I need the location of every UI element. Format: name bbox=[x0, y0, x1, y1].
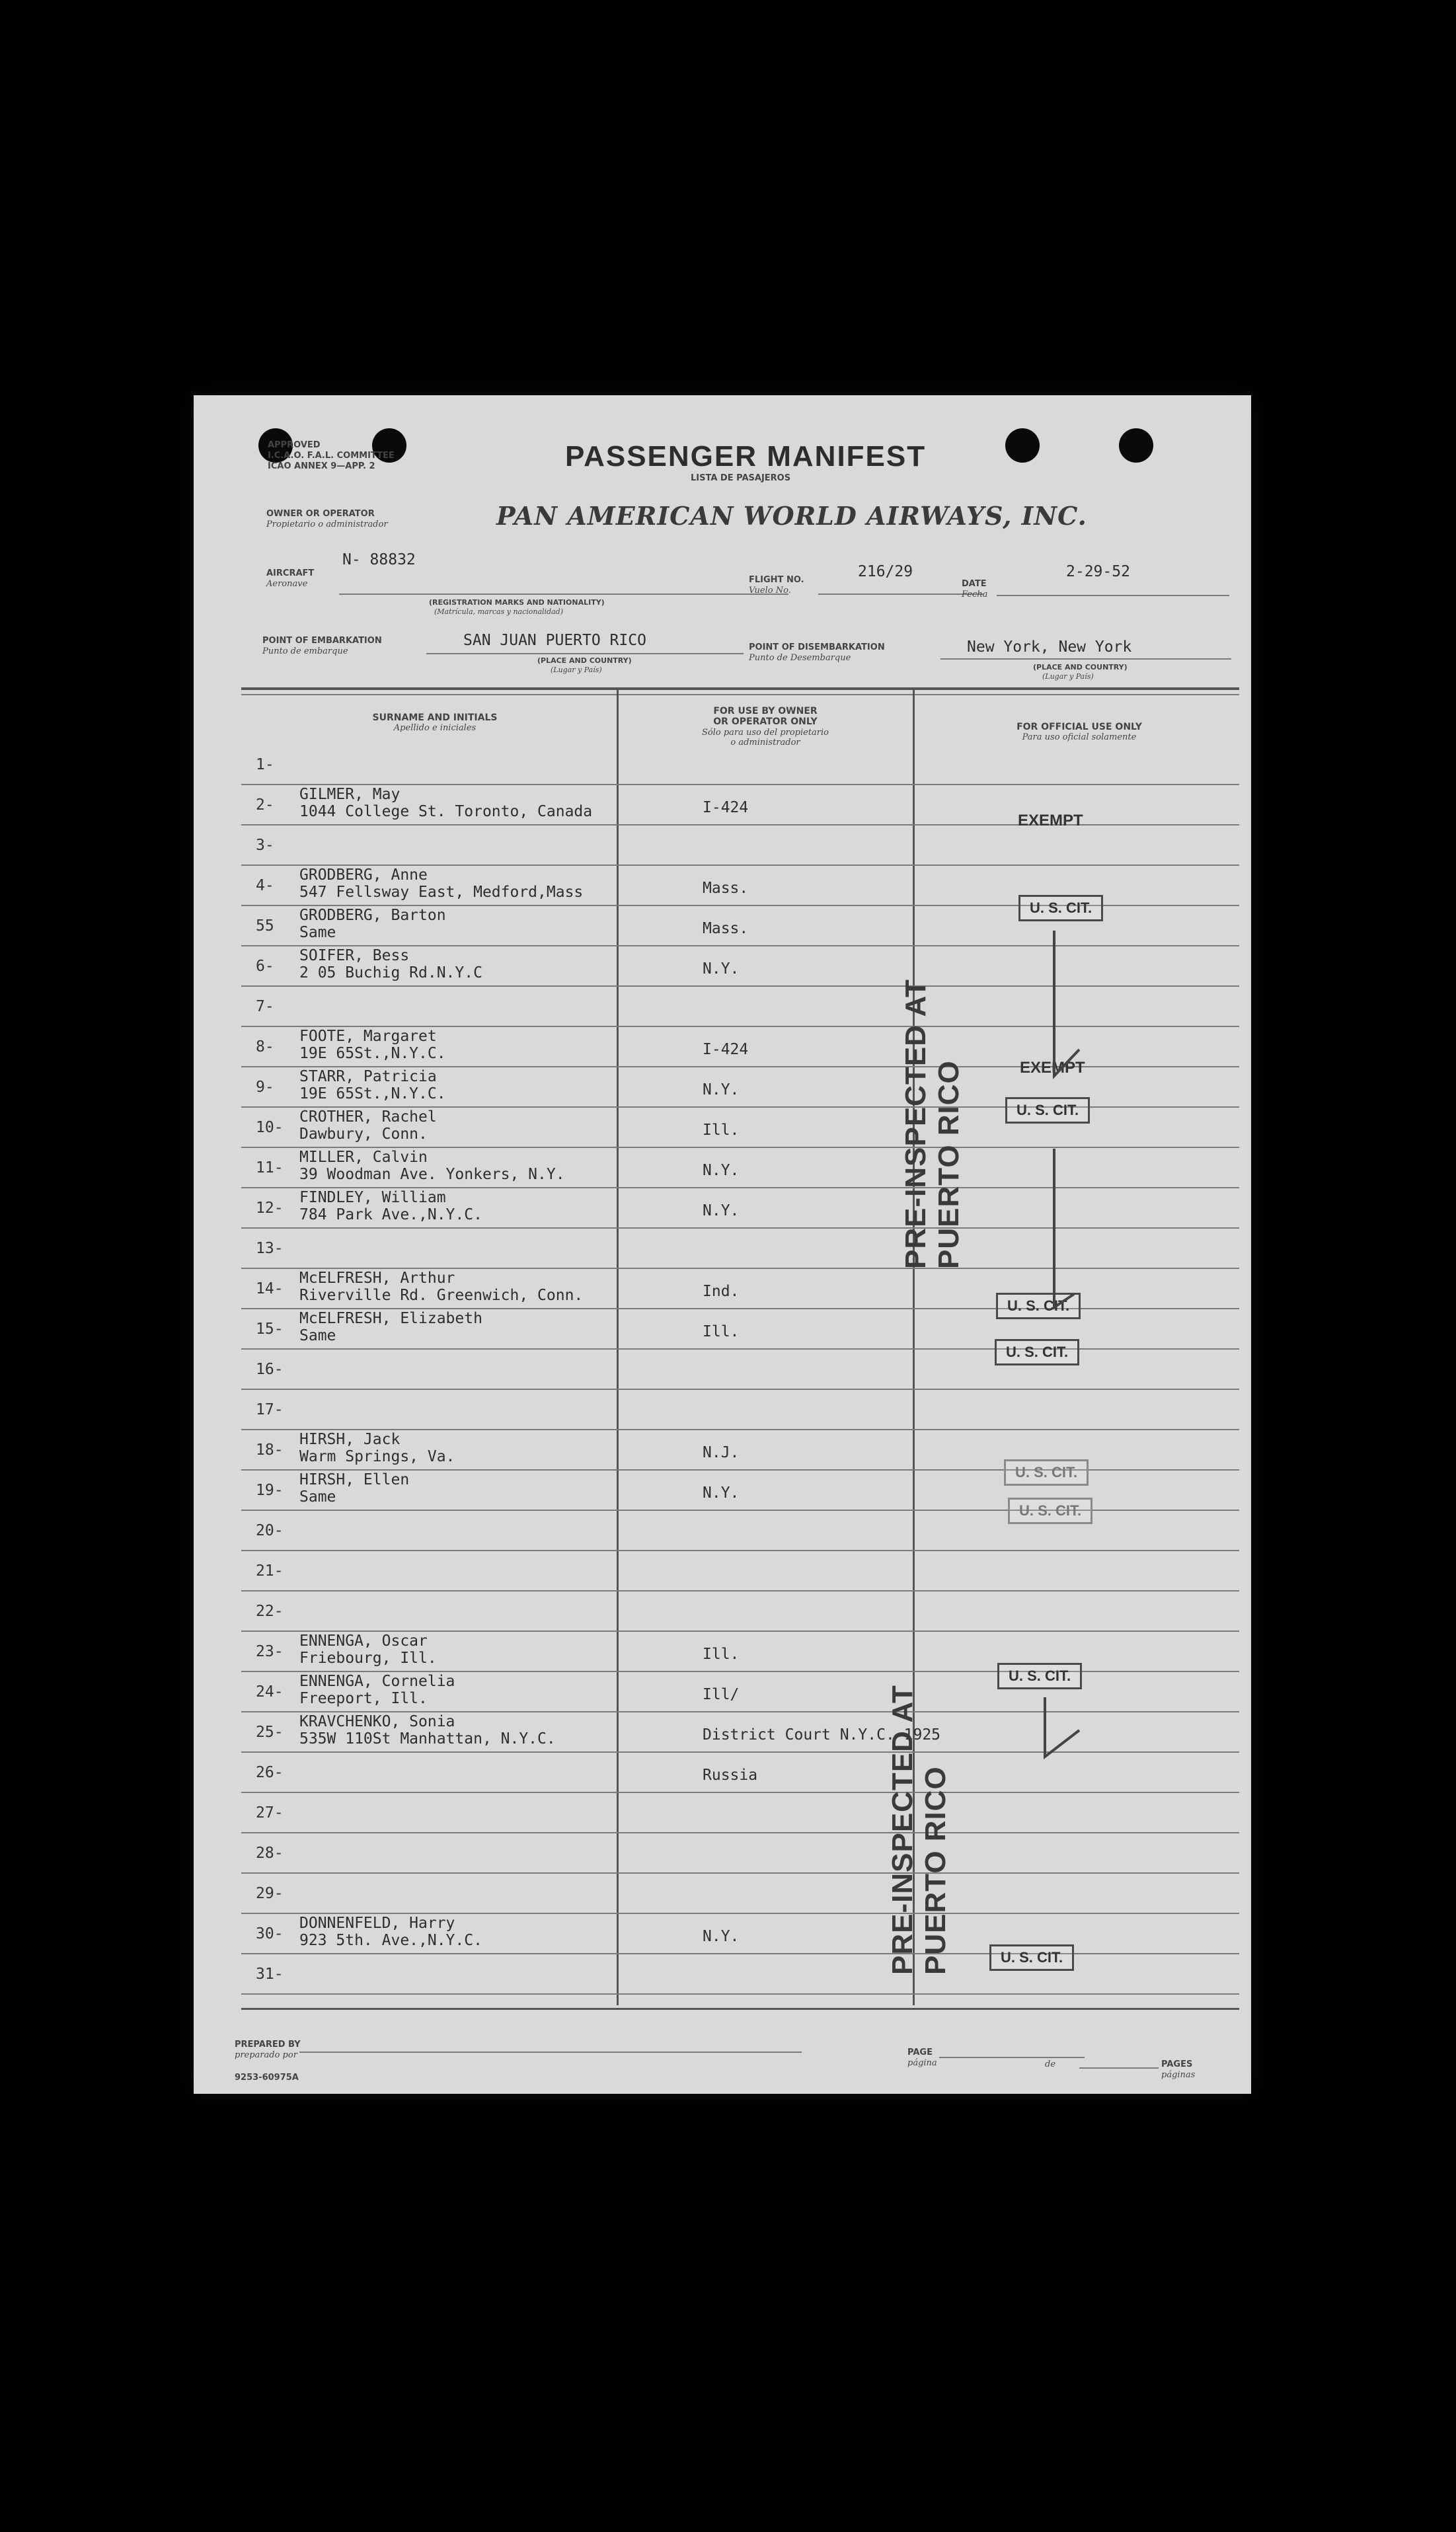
row-number: 10- bbox=[256, 1119, 284, 1136]
passenger-name: ENNENGA, Oscar bbox=[299, 1632, 428, 1650]
row-rule bbox=[241, 1832, 1239, 1833]
date-label-es: Fecha bbox=[962, 590, 988, 599]
row-rule bbox=[241, 1993, 1239, 1995]
flight-label: FLIGHT NO. bbox=[749, 575, 804, 585]
passenger-address: Same bbox=[299, 1488, 336, 1506]
date-label: DATE bbox=[962, 579, 987, 589]
prepared-by-label-es: preparado por bbox=[235, 2050, 297, 2060]
row-number: 24- bbox=[256, 1683, 284, 1701]
column-head-official: FOR OFFICIAL USE ONLY bbox=[1016, 722, 1142, 732]
page-title: PASSENGER MANIFEST bbox=[565, 440, 927, 473]
passenger-address: 1044 College St. Toronto, Canada bbox=[299, 803, 593, 820]
owner-use-value: Ill/ bbox=[703, 1686, 740, 1703]
disembark-place-note: (PLACE AND COUNTRY) bbox=[1033, 663, 1128, 671]
passenger-address: Friebourg, Ill. bbox=[299, 1650, 437, 1667]
table-top-rule-2 bbox=[241, 694, 1239, 695]
embark-place-note-es: (Lugar y País) bbox=[551, 666, 602, 674]
table-top-rule bbox=[241, 687, 1239, 690]
row-number: 30- bbox=[256, 1925, 284, 1942]
column-head-official-es: Para uso oficial solamente bbox=[1022, 732, 1137, 742]
page-line bbox=[939, 2057, 1085, 2058]
row-rule bbox=[241, 1913, 1239, 1914]
row-rule bbox=[241, 1953, 1239, 1954]
registration-note: (REGISTRATION MARKS AND NATIONALITY) bbox=[429, 598, 605, 607]
row-rule bbox=[241, 1872, 1239, 1874]
embark-value: SAN JUAN PUERTO RICO bbox=[463, 632, 646, 649]
embark-place-note: (PLACE AND COUNTRY) bbox=[537, 656, 632, 665]
date-value: 2-29-52 bbox=[1066, 563, 1130, 580]
owner-value: PAN AMERICAN WORLD AIRWAYS, INC. bbox=[496, 501, 1087, 531]
page-label-es: página bbox=[907, 2058, 937, 2068]
owner-use-value: I-424 bbox=[703, 799, 749, 816]
prepared-by-label: PREPARED BY bbox=[235, 2040, 301, 2050]
row-number: 23- bbox=[256, 1643, 284, 1660]
form-number: 9253-60975A bbox=[235, 2073, 299, 2083]
row-number: 13- bbox=[256, 1240, 284, 1257]
pages-line bbox=[1079, 2067, 1159, 2069]
owner-use-value: N.Y. bbox=[703, 1484, 740, 1502]
us-cit-stamp-8: U. S. CIT. bbox=[989, 1944, 1074, 1971]
pages-label-es: páginas bbox=[1161, 2070, 1196, 2080]
disembark-underline bbox=[940, 658, 1231, 660]
column-divider-1 bbox=[617, 690, 619, 2005]
owner-use-value: N.Y. bbox=[703, 1202, 740, 1219]
passenger-address: 784 Park Ave.,N.Y.C. bbox=[299, 1206, 482, 1223]
row-number: 25- bbox=[256, 1724, 284, 1741]
column-head-owner-1: FOR USE BY OWNER bbox=[713, 706, 818, 716]
owner-use-value: N.Y. bbox=[703, 960, 740, 978]
punch-hole-3 bbox=[1005, 428, 1040, 463]
passenger-name: HIRSH, Jack bbox=[299, 1431, 401, 1448]
column-head-owner-es-1: Sólo para uso del propietario bbox=[701, 728, 829, 738]
manifest-page bbox=[194, 395, 1251, 2094]
exempt-stamp-2: EXEMPT bbox=[1020, 1059, 1085, 1077]
us-cit-stamp-7: U. S. CIT. bbox=[997, 1663, 1082, 1689]
punch-hole-4 bbox=[1119, 428, 1153, 463]
owner-use-value: Mass. bbox=[703, 920, 749, 937]
approval-note-2: I.C.A.O. F.A.L. COMMITTEE bbox=[268, 451, 395, 461]
row-number: 27- bbox=[256, 1804, 284, 1822]
owner-use-value: N.J. bbox=[703, 1444, 740, 1461]
page-subtitle: LISTA DE PASAJEROS bbox=[691, 473, 791, 483]
flight-value: 216/29 bbox=[858, 563, 913, 580]
passenger-address: 39 Woodman Ave. Yonkers, N.Y. bbox=[299, 1166, 565, 1183]
de-label: de bbox=[1045, 2059, 1056, 2069]
passenger-name: KRAVCHENKO, Sonia bbox=[299, 1713, 455, 1730]
column-head-owner-es-2: o administrador bbox=[730, 738, 800, 748]
embark-label: POINT OF EMBARKATION bbox=[262, 636, 382, 646]
row-number: 55 bbox=[256, 917, 274, 935]
row-number: 7- bbox=[256, 998, 274, 1015]
owner-use-value: N.Y. bbox=[703, 1081, 740, 1098]
row-rule bbox=[241, 784, 1239, 785]
row-number: 4- bbox=[256, 877, 274, 894]
page-label: PAGE bbox=[907, 2048, 933, 2057]
passenger-address: Freeport, Ill. bbox=[299, 1690, 428, 1707]
row-number: 18- bbox=[256, 1441, 284, 1459]
owner-use-value: Ill. bbox=[703, 1323, 740, 1340]
row-number: 6- bbox=[256, 958, 274, 975]
row-number: 19- bbox=[256, 1482, 284, 1499]
row-number: 11- bbox=[256, 1159, 284, 1176]
passenger-name: GRODBERG, Barton bbox=[299, 907, 446, 924]
us-cit-stamp-3: U. S. CIT. bbox=[996, 1293, 1081, 1319]
passenger-address: Dawbury, Conn. bbox=[299, 1126, 428, 1143]
embark-underline bbox=[426, 653, 744, 654]
aircraft-label-es: Aeronave bbox=[266, 579, 308, 589]
date-underline bbox=[997, 595, 1229, 596]
row-rule bbox=[241, 824, 1239, 825]
row-number: 26- bbox=[256, 1764, 284, 1781]
passenger-name: MILLER, Calvin bbox=[299, 1149, 428, 1166]
passenger-address: 19E 65St.,N.Y.C. bbox=[299, 1045, 446, 1062]
passenger-address: 547 Fellsway East, Medford,Mass bbox=[299, 884, 584, 901]
column-head-name-es: Apellido e iniciales bbox=[393, 723, 477, 733]
owner-use-value: N.Y. bbox=[703, 1162, 740, 1179]
passenger-name: HIRSH, Ellen bbox=[299, 1471, 410, 1488]
embark-label-es: Punto de embarque bbox=[262, 646, 348, 656]
passenger-address: 2 05 Buchig Rd.N.Y.C bbox=[299, 964, 482, 981]
owner-use-value: Ind. bbox=[703, 1283, 740, 1300]
owner-label-es: Propietario o administrador bbox=[266, 519, 388, 529]
row-number: 31- bbox=[256, 1966, 284, 1983]
row-number: 8- bbox=[256, 1038, 274, 1055]
row-number: 3- bbox=[256, 837, 274, 854]
owner-use-value: District Court N.Y.C. 1925 bbox=[703, 1726, 941, 1744]
row-number: 9- bbox=[256, 1079, 274, 1096]
row-number: 16- bbox=[256, 1361, 284, 1378]
passenger-name: CROTHER, Rachel bbox=[299, 1108, 437, 1126]
passenger-address: Same bbox=[299, 1327, 336, 1344]
row-number: 22- bbox=[256, 1603, 284, 1620]
passenger-name: DONNENFELD, Harry bbox=[299, 1915, 455, 1932]
passenger-name: FOOTE, Margaret bbox=[299, 1028, 437, 1045]
registration-note-es: (Matrícula, marcas y nacionalidad) bbox=[434, 607, 563, 616]
owner-use-value: Russia bbox=[703, 1767, 758, 1784]
owner-use-value: I-424 bbox=[703, 1041, 749, 1058]
row-number: 1- bbox=[256, 756, 274, 773]
passenger-address: 19E 65St.,N.Y.C. bbox=[299, 1085, 446, 1102]
row-number: 12- bbox=[256, 1200, 284, 1217]
us-cit-stamp-2: U. S. CIT. bbox=[1005, 1097, 1090, 1124]
passenger-name: FINDLEY, William bbox=[299, 1189, 446, 1206]
owner-use-value: Mass. bbox=[703, 880, 749, 897]
passenger-address: 535W 110St Manhattan, N.Y.C. bbox=[299, 1730, 556, 1747]
row-rule bbox=[241, 864, 1239, 866]
owner-use-value: Ill. bbox=[703, 1646, 740, 1663]
us-cit-stamp-1: U. S. CIT. bbox=[1018, 895, 1103, 921]
row-number: 14- bbox=[256, 1280, 284, 1297]
aircraft-label: AIRCRAFT bbox=[266, 568, 315, 578]
aircraft-underline bbox=[339, 594, 788, 595]
passenger-name: McELFRESH, Arthur bbox=[299, 1270, 455, 1287]
us-cit-stamp-4: U. S. CIT. bbox=[995, 1339, 1079, 1365]
passenger-name: ENNENGA, Cornelia bbox=[299, 1673, 455, 1690]
passenger-name: GILMER, May bbox=[299, 786, 401, 803]
row-number: 15- bbox=[256, 1321, 284, 1338]
disembark-label-es: Punto de Desembarque bbox=[749, 653, 851, 663]
row-number: 2- bbox=[256, 796, 274, 814]
passenger-address: Same bbox=[299, 924, 336, 941]
us-cit-stamp-5: U. S. CIT. bbox=[1004, 1459, 1089, 1486]
flight-label-es: Vuelo No. bbox=[749, 586, 791, 595]
check-marks bbox=[987, 917, 1119, 1796]
disembark-place-note-es: (Lugar y País) bbox=[1042, 672, 1094, 681]
approval-note-1: APPROVED bbox=[268, 440, 321, 450]
flight-underline bbox=[818, 594, 983, 595]
column-head-owner-2: OR OPERATOR ONLY bbox=[713, 716, 818, 727]
exempt-stamp-1: EXEMPT bbox=[1018, 812, 1083, 829]
owner-use-value: Ill. bbox=[703, 1122, 740, 1139]
passenger-name: STARR, Patricia bbox=[299, 1068, 437, 1085]
approval-note-3: ICAO ANNEX 9—APP. 2 bbox=[268, 461, 375, 471]
row-number: 28- bbox=[256, 1845, 284, 1862]
passenger-name: McELFRESH, Elizabeth bbox=[299, 1310, 482, 1327]
disembark-label: POINT OF DISEMBARKATION bbox=[749, 642, 885, 652]
owner-label: OWNER OR OPERATOR bbox=[266, 509, 375, 519]
pages-label: PAGES bbox=[1161, 2059, 1193, 2069]
passenger-address: 923 5th. Ave.,N.Y.C. bbox=[299, 1932, 482, 1949]
passenger-name: GRODBERG, Anne bbox=[299, 866, 428, 884]
row-number: 20- bbox=[256, 1522, 284, 1539]
passenger-address: Warm Springs, Va. bbox=[299, 1448, 455, 1465]
aircraft-value: N- 88832 bbox=[342, 551, 416, 568]
passenger-address: Riverville Rd. Greenwich, Conn. bbox=[299, 1287, 584, 1304]
disembark-value: New York, New York bbox=[967, 638, 1132, 656]
row-number: 17- bbox=[256, 1401, 284, 1418]
row-number: 29- bbox=[256, 1885, 284, 1902]
row-number: 21- bbox=[256, 1562, 284, 1580]
owner-use-value: N.Y. bbox=[703, 1928, 740, 1945]
column-head-name: SURNAME AND INITIALS bbox=[372, 712, 498, 723]
prepared-by-line bbox=[299, 2052, 802, 2053]
footer-rule bbox=[241, 2008, 1239, 2010]
us-cit-stamp-6: U. S. CIT. bbox=[1008, 1498, 1092, 1524]
passenger-name: SOIFER, Bess bbox=[299, 947, 410, 964]
preinspected-stamp-1: PRE-INSPECTED AT PUERTO RICO bbox=[900, 979, 965, 1269]
preinspected-stamp-2: PRE-INSPECTED AT PUERTO RICO bbox=[886, 1685, 952, 1975]
